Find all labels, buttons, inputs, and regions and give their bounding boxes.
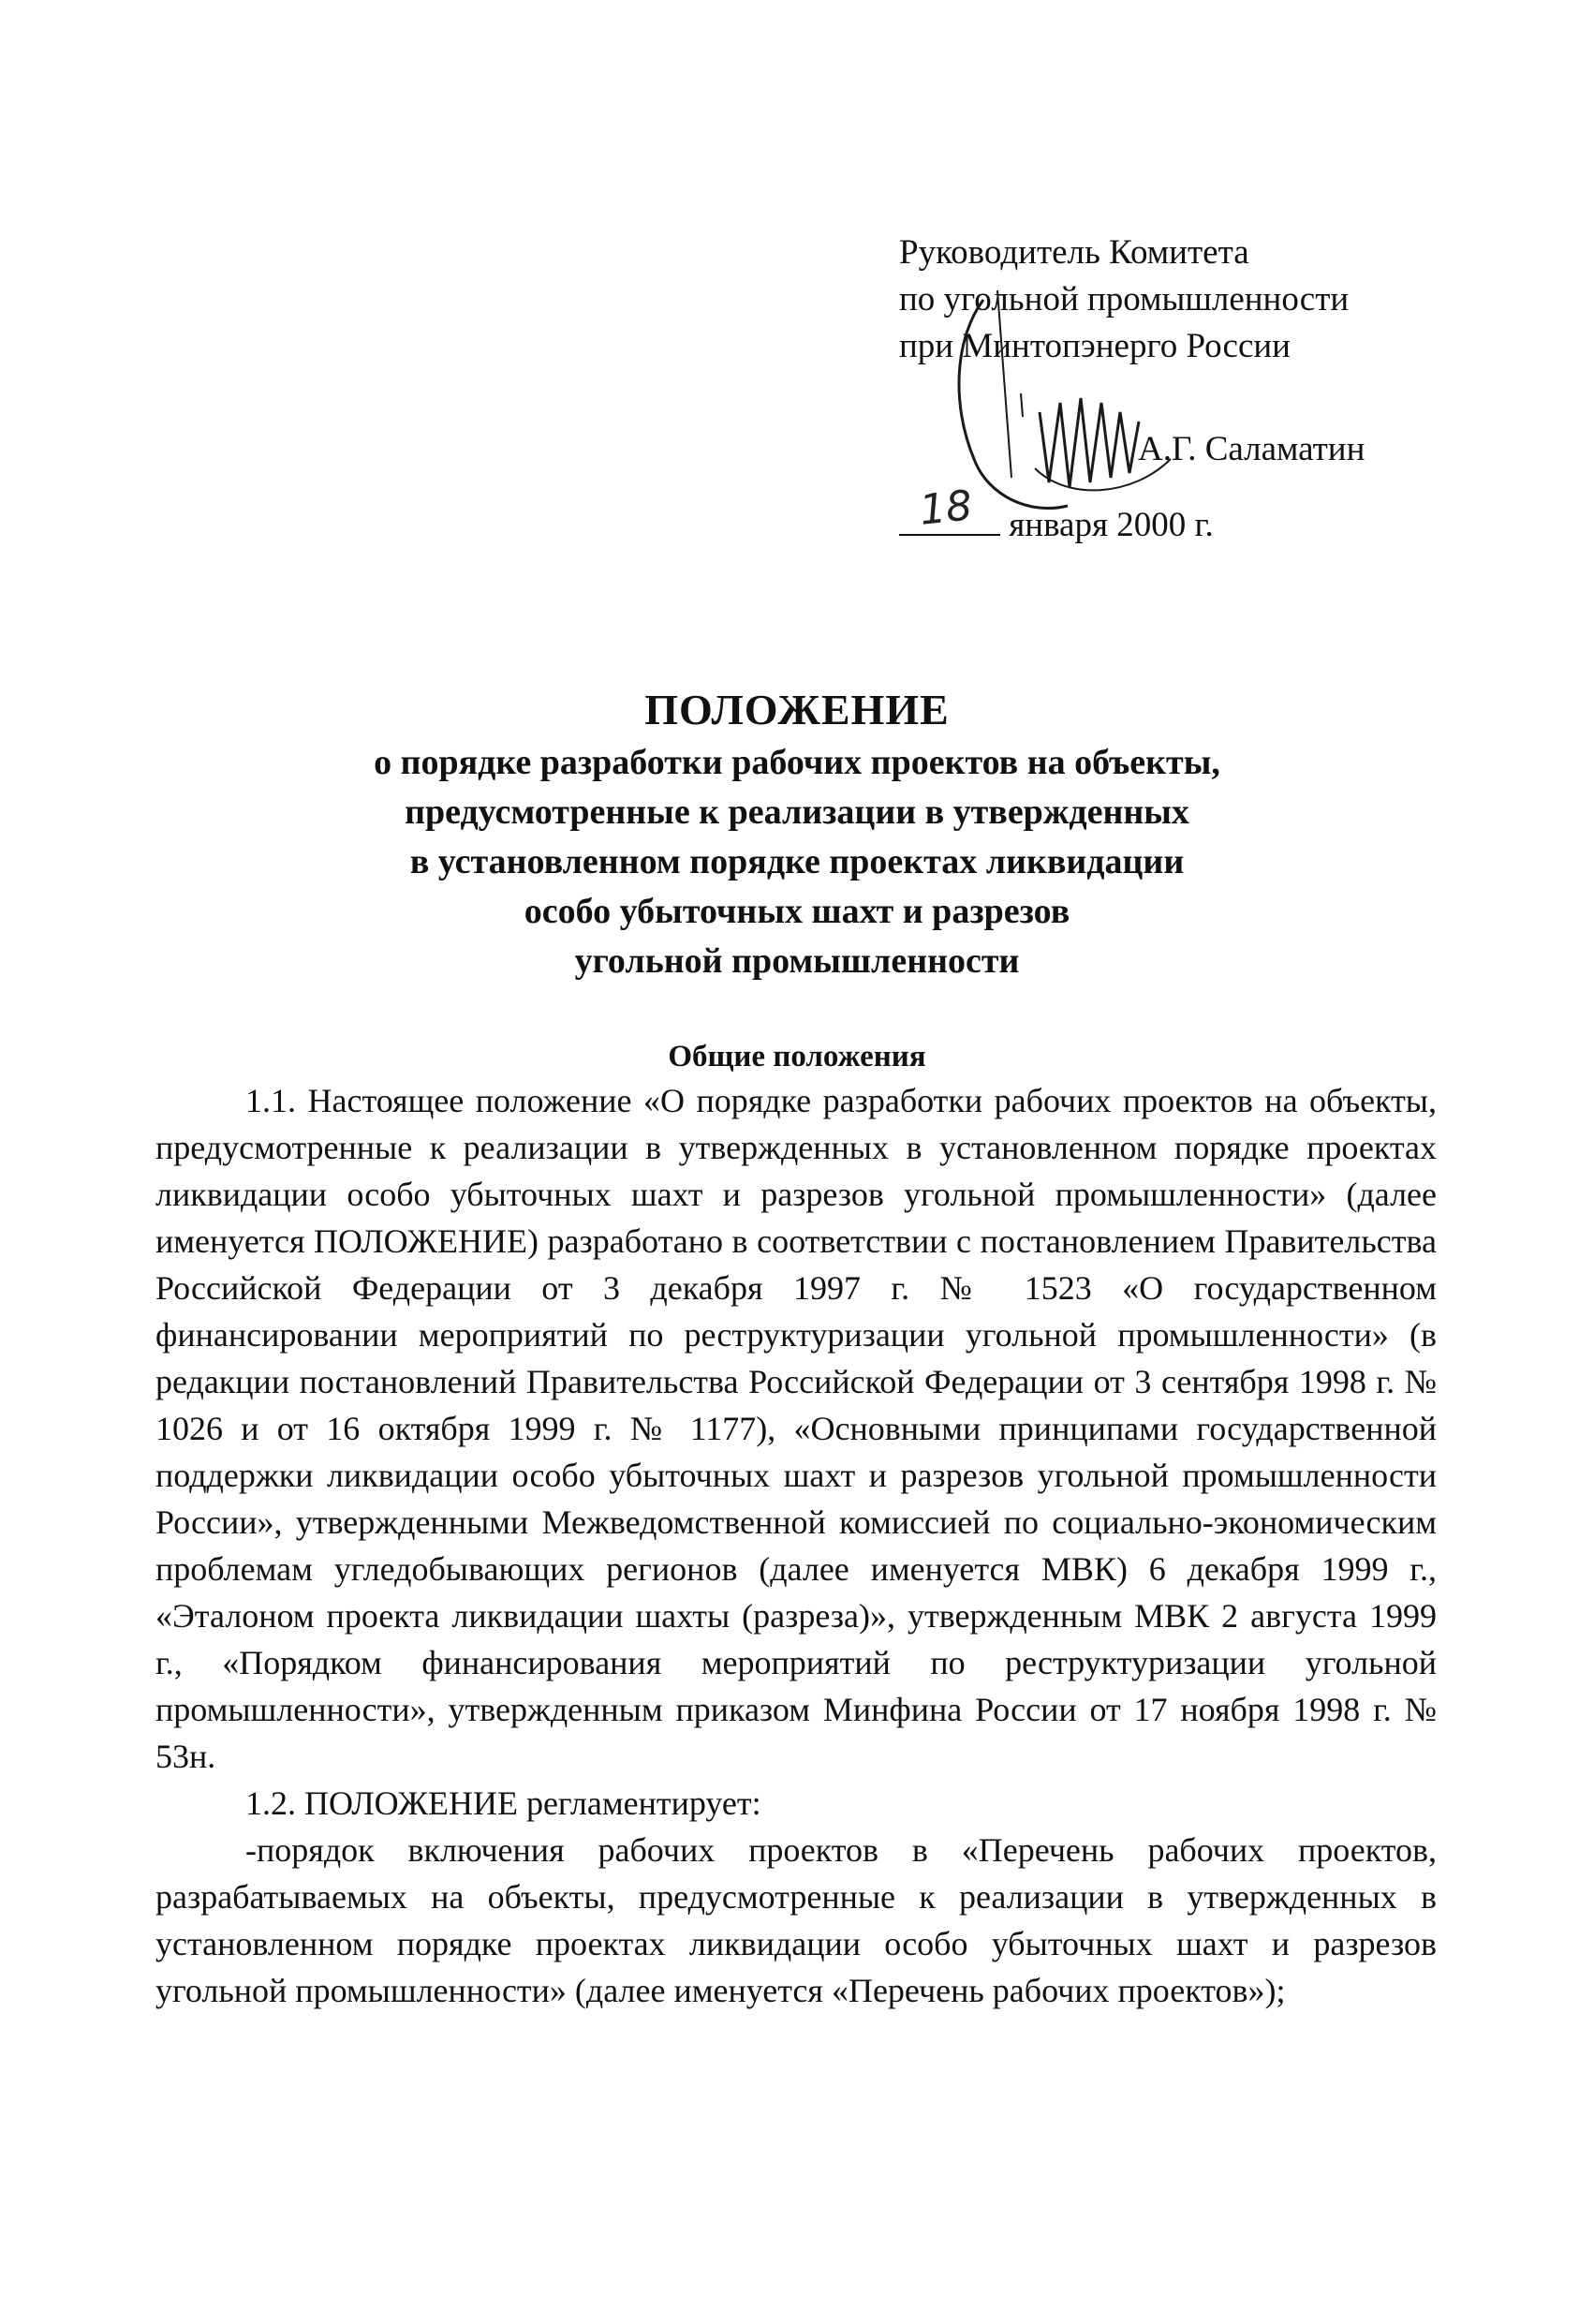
paragraph-1-1: 1.1. Настоящее положение «О порядке разработки рабочих проектов на объекты, предусмотренные к реализации в утвержденных в установленном порядке проектах ликвидации особо убыточных шахт и разрезов угольной промышленности» (далее именуется ПОЛОЖЕНИЕ) разработано в соответствии с постановлением Правительства Российской Федерации от 3 декабря 1997 г. № 1523 «О государственном финансировании мероприятий по реструктуризации угольной промышленности» (в редакции постановлений Правительства Российской Федерации от 3 сентября 1998 г. № 1026 и от 16 октября 1999 г. № 1177), «Основными принципами государственной поддержки ликвидации особо убыточных шахт и разрезов угольной промышленности России», утвержденными Межведомственной комиссией по социально-экономическим проблемам угледобывающих регионов (далее именуется МВК) 6 декабря 1999 г., «Эталоном проекта ликвидации шахты (разреза)», утвержденным МВК 2 августа 1999 г., «Порядком финансирования мероприятий по реструктуризации угольной промышленности», утвержденным приказом Минфина России от 17 ноября 1998 г. № 53н. xyxy=(155,1082,1437,1775)
paragraph-1-2-item: -порядок включения рабочих проектов в «Перечень рабочих проектов, разрабатываемых на объекты, предусмотренные к реализации в утвержденных в установленном порядке проектах ликвидации особо убыточных шахт и разрезов угольной промышленности» (далее именуется «Перечень рабочих проектов»); xyxy=(155,1831,1437,2009)
document-title xyxy=(159,682,1435,986)
approval-line-3: при Минтопэнерго России xyxy=(899,327,1291,365)
handwritten-signature xyxy=(946,281,1189,525)
approval-line-2: по угольной промышленности xyxy=(899,280,1350,318)
title-line-2: предусмотренные к реализации в утвержденных xyxy=(405,792,1189,832)
paragraph-1-2: 1.2. ПОЛОЖЕНИЕ регламентирует: xyxy=(245,1784,761,1822)
title-line-3: в установленном порядке проектах ликвидации xyxy=(409,842,1185,881)
title-line-5: угольной промышленности xyxy=(574,941,1020,981)
approval-signer: А.Г. Саламатин xyxy=(1138,430,1365,468)
title-main: ПОЛОЖЕНИЕ xyxy=(644,686,950,733)
date-rest: января 2000 г. xyxy=(1009,506,1214,544)
title-line-4: особо убыточных шахт и разрезов xyxy=(524,892,1070,931)
approval-line-1: Руководитель Комитета xyxy=(899,233,1249,272)
title-line-1: о порядке разработки рабочих проектов на объекты, xyxy=(374,743,1220,782)
section-heading: Общие положения xyxy=(668,1040,926,1073)
date-day-handwritten: 18 xyxy=(917,481,975,535)
document-body xyxy=(155,1077,1437,2014)
